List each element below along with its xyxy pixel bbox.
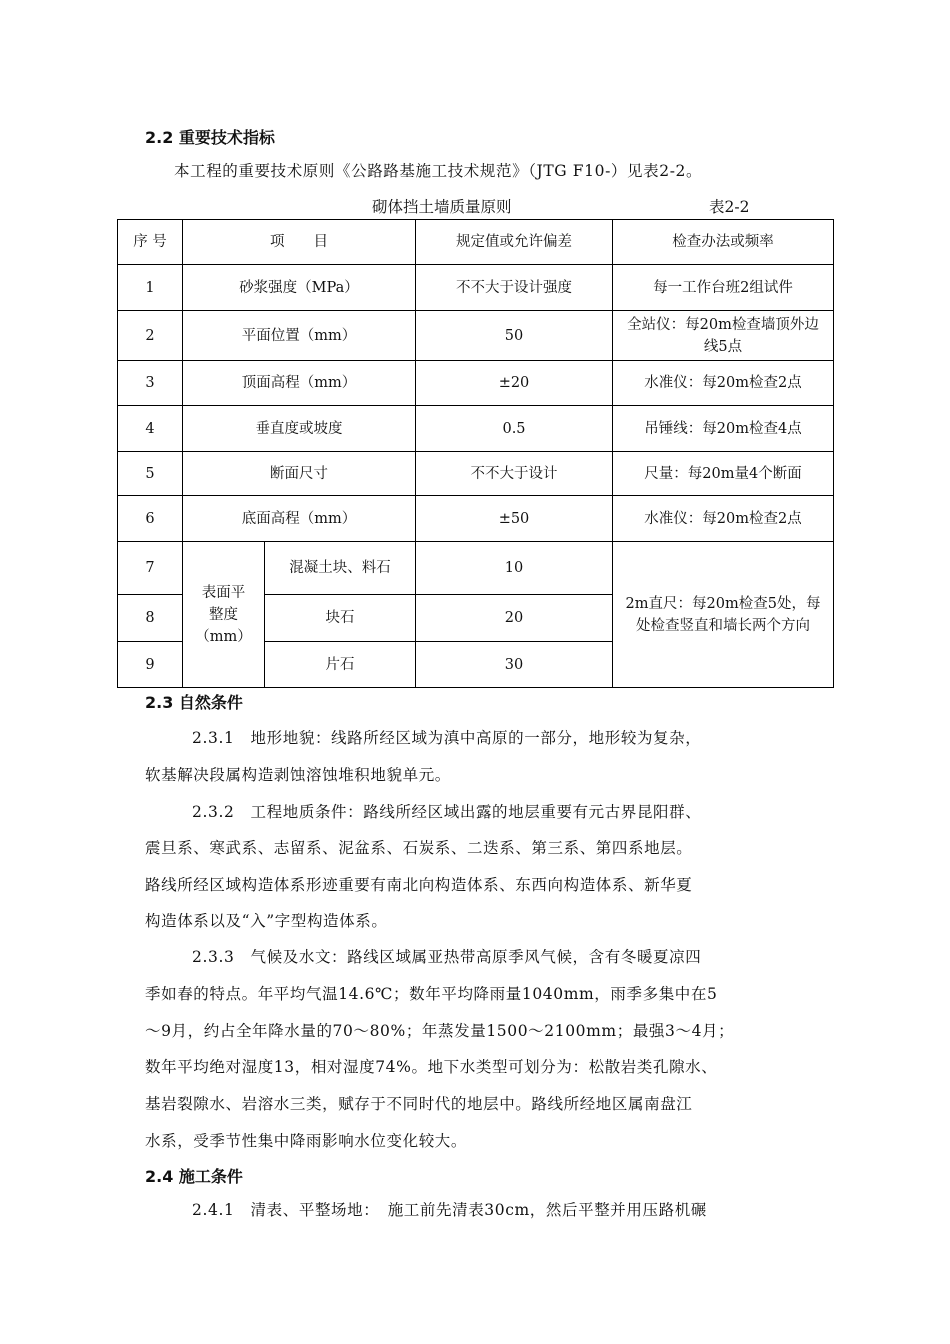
paragraph-2-3-3-line: ～9月，约占全年降水量的70～80%；年蒸发量1500～2100mm；最强3～4月； (145, 1022, 735, 1040)
row-no: 6 (118, 496, 183, 542)
row-item: 底面高程（mm） (183, 496, 416, 542)
row-no: 7 (118, 542, 183, 595)
paragraph-2-3-3-line: 数年平均绝对湿度13，相对湿度74%。地下水类型可划分为：松散岩类孔隙水、 (145, 1058, 718, 1076)
row-no: 2 (118, 311, 183, 361)
row-value: 不不大于设计强度 (416, 265, 613, 311)
paragraph-2-3-3-line: 基岩裂隙水、岩溶水三类，赋存于不同时代的地层中。路线所经地区属南盘江 (145, 1095, 693, 1113)
row-value: ±50 (416, 496, 613, 542)
paragraph-2-3-1-line: 软基解决段属构造剥蚀溶蚀堆积地貌单元。 (145, 766, 451, 784)
paragraph-2-3-2-line: 震旦系、寒武系、志留系、泥盆系、石炭系、二迭系、第三系、第四系地层。 (145, 839, 693, 857)
row-value: 不不大于设计 (416, 452, 613, 496)
section-heading-2-4: 2.4 施工条件 (145, 1167, 243, 1186)
paragraph-2-3-2-line: 路线所经区域构造体系形迹重要有南北向构造体系、东西向构造体系、新华夏 (145, 876, 693, 894)
table-row (118, 361, 834, 406)
table-row (118, 311, 834, 361)
paragraph-2-3-2-line: 构造体系以及“入”字型构造体系。 (145, 912, 388, 930)
paragraph-2-3-1-line: 2.3.1 地形地貌：线路所经区域为滇中高原的一部分，地形较为复杂， (192, 729, 702, 747)
row-no: 3 (118, 361, 183, 406)
row-sub-item: 块石 (265, 595, 416, 642)
row-item: 平面位置（mm） (183, 311, 416, 361)
row-value: 0.5 (416, 406, 613, 452)
quality-table (117, 219, 834, 688)
intro-paragraph: 本工程的重要技术原则《公路路基施工技术规范》（JTG F10-）见表2-2。 (174, 162, 703, 180)
row-no: 8 (118, 595, 183, 642)
row-item: 断面尺寸 (183, 452, 416, 496)
header-item: 项 目 (183, 220, 416, 265)
table-header-row (118, 220, 834, 265)
flatness-group-method: 2m直尺：每20m检查5处，每处检查竖直和墙长两个方向 (613, 542, 834, 688)
table-row (118, 542, 834, 595)
row-method: 全站仪：每20m检查墙顶外边线5点 (613, 311, 834, 361)
row-method: 水准仪：每20m检查2点 (613, 496, 834, 542)
row-method: 每一工作台班2组试件 (613, 265, 834, 311)
table-title: 砌体挡土墙质量原则 (372, 198, 512, 216)
header-no: 序 号 (118, 220, 183, 265)
paragraph-2-3-3-line: 季如春的特点。年平均气温14.6℃；数年平均降雨量1040mm，雨季多集中在5 (145, 985, 718, 1003)
row-no: 4 (118, 406, 183, 452)
flatness-group-label: 表面平整度（mm） (183, 542, 265, 688)
table-row (118, 406, 834, 452)
table-row (118, 452, 834, 496)
section-heading-2-2: 2.2 重要技术指标 (145, 128, 275, 147)
header-value: 规定值或允许偏差 (416, 220, 613, 265)
row-method: 水准仪：每20m检查2点 (613, 361, 834, 406)
paragraph-2-3-3-line: 2.3.3 气候及水文：路线区域属亚热带高原季风气候，含有冬暖夏凉四 (192, 948, 702, 966)
section-heading-2-3: 2.3 自然条件 (145, 693, 243, 712)
header-method: 检查办法或频率 (613, 220, 834, 265)
row-method: 吊锤线：每20m检查4点 (613, 406, 834, 452)
row-value: 50 (416, 311, 613, 361)
row-method: 尺量：每20m量4个断面 (613, 452, 834, 496)
row-value: 30 (416, 642, 613, 688)
row-no: 5 (118, 452, 183, 496)
row-no: 9 (118, 642, 183, 688)
paragraph-2-3-2-line: 2.3.2 工程地质条件：路线所经区域出露的地层重要有元古界昆阳群、 (192, 803, 702, 821)
row-no: 1 (118, 265, 183, 311)
table-number: 表2-2 (709, 198, 750, 216)
row-value: ±20 (416, 361, 613, 406)
row-value: 10 (416, 542, 613, 595)
paragraph-2-3-3-line: 水系，受季节性集中降雨影响水位变化较大。 (145, 1132, 468, 1150)
row-item: 砂浆强度（MPa） (183, 265, 416, 311)
row-value: 20 (416, 595, 613, 642)
table-row (118, 496, 834, 542)
table-row (118, 265, 834, 311)
row-item: 顶面高程（mm） (183, 361, 416, 406)
paragraph-2-4-1-line: 2.4.1 清表、平整场地： 施工前先清表30cm，然后平整并用压路机碾 (192, 1201, 707, 1219)
row-item: 垂直度或坡度 (183, 406, 416, 452)
row-sub-item: 混凝土块、料石 (265, 542, 416, 595)
row-sub-item: 片石 (265, 642, 416, 688)
